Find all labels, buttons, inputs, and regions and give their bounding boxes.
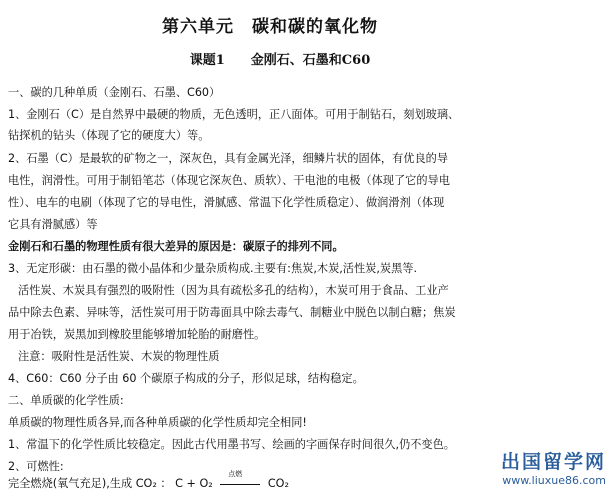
paragraph-line: 活性炭、木炭具有强烈的吸附性（因为具有疏松多孔的结构），木炭可用于食品、工业产	[18, 284, 449, 297]
lesson-subtitle: 课题1 金刚石、石墨和C60	[189, 53, 371, 68]
paragraph-line: 1、金刚石（C）是自然界中最硬的物质，无色透明，正八面体。可用于制钻石，刻划玻璃、	[8, 108, 460, 121]
paragraph-line: 4、C60：C60 分子由 60 个碳原子构成的分子，形似足球，结构稳定。	[8, 372, 364, 385]
paragraph-line: 2、可燃性:	[8, 460, 64, 473]
section-heading-carbon-elements: 一、碳的几种单质（金刚石、石墨、C60）	[8, 86, 221, 99]
paragraph-line: 电性，润滑性。可用于制铅笔芯（体现它深灰色、质软）、干电池的电极（体现了它的导电	[8, 174, 450, 187]
section-heading-chemical-properties: 二、单质碳的化学性质:	[8, 394, 124, 407]
equation-reactants: C + O₂	[175, 477, 213, 490]
paragraph-line: 品中除去色素、异味等，活性炭可用于防毒面具中除去毒气、制糖业中脱色以制白糖；焦炭	[8, 306, 456, 319]
equation-product: CO₂	[267, 477, 289, 490]
paragraph-line: 性）、电车的电刷（体现了它的导电性，滑腻感、常温下化学性质稳定）、做润滑剂（体现	[8, 196, 445, 209]
paragraph-line: 2、石墨（C）是最软的矿物之一，深灰色，具有金属光泽，细鳞片状的固体，有优良的导	[8, 152, 449, 165]
paragraph-line: 它具有滑腻感）等	[8, 218, 98, 231]
reaction-condition: 点燃	[228, 470, 243, 478]
combustion-equation	[8, 470, 289, 491]
reaction-arrow	[220, 470, 260, 490]
equation-prefix: 完全燃烧(氧气充足),生成 CO₂ ：	[8, 477, 172, 490]
paragraph-line: 单质碳的物理性质各异,而各种单质碳的化学性质却完全相同!	[8, 416, 307, 429]
watermark-url: www.liuxue86.com	[502, 474, 606, 487]
paragraph-line: 1、常温下的化学性质比较稳定。因此古代用墨书写、绘画的字画保存时间很久,仍不变色。	[8, 438, 455, 451]
key-point-line: 金刚石和石墨的物理性质有很大差异的原因是：碳原子的排列不同。	[8, 240, 344, 253]
unit-title: 第六单元 碳和碳的氧化物	[162, 17, 378, 37]
note-line: 注意：吸附性是活性炭、木炭的物理性质	[18, 350, 220, 363]
paragraph-line: 钻探机的钻头（体现了它的硬度大）等。	[8, 129, 210, 142]
paragraph-line: 3、无定形碳：由石墨的微小晶体和少量杂质构成.主要有:焦炭,木炭,活性炭,炭黑等.	[8, 262, 418, 275]
watermark-name: 出国留学网	[500, 451, 606, 473]
paragraph-line: 用于冶铁，炭黑加到橡胶里能够增加轮胎的耐磨性。	[8, 328, 266, 341]
site-watermark	[501, 447, 606, 487]
reaction-arrow-line	[220, 484, 260, 485]
